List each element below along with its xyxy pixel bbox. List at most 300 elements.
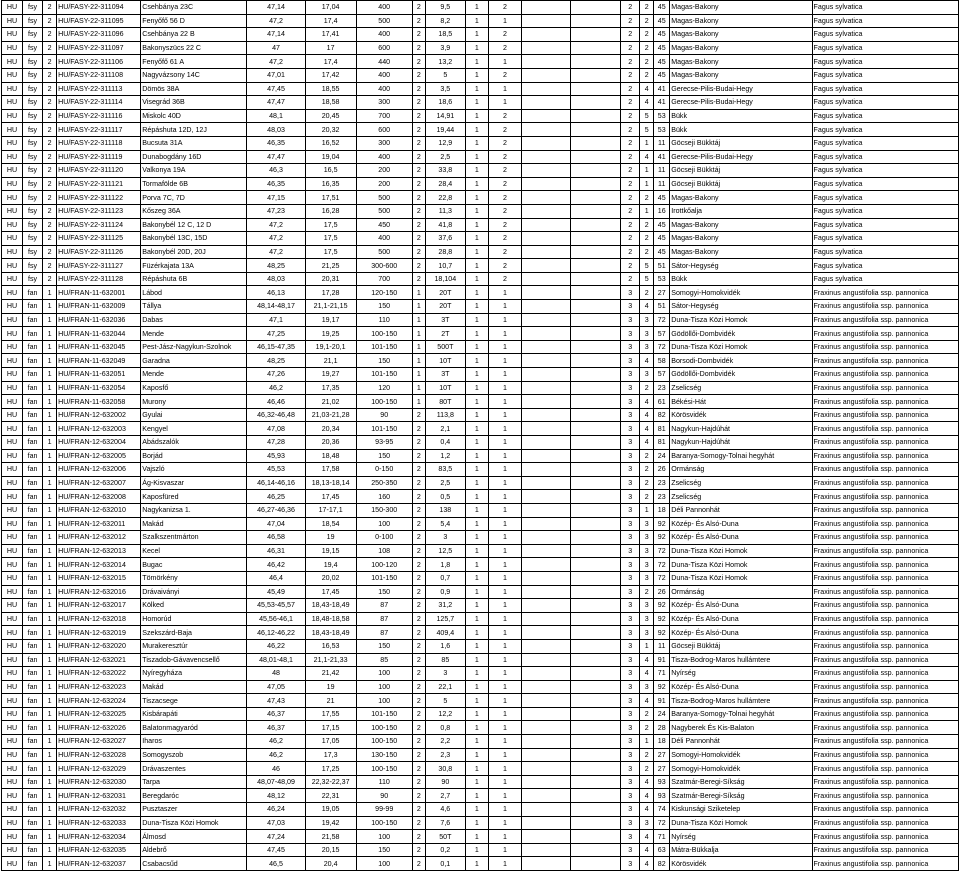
cell-code2: 1 xyxy=(640,136,654,150)
cell-code1: 2 xyxy=(621,68,640,82)
cell-region: Déli Pannonhát xyxy=(670,735,812,749)
table-row xyxy=(2,626,959,640)
cell-blank1 xyxy=(521,599,570,613)
cell-species-name: Fagus sylvatica xyxy=(812,1,958,15)
cell-region: Magas-Bakony xyxy=(670,1,812,15)
cell-flag2: 1 xyxy=(488,422,521,436)
cell-species-name: Fraxinus angustifolia ssp. pannonica xyxy=(812,789,958,803)
table-row xyxy=(2,585,959,599)
cell-flag1: 1 xyxy=(465,571,488,585)
cell-blank1 xyxy=(521,300,570,314)
cell-blank1 xyxy=(521,177,570,191)
cell-code3: 23 xyxy=(654,381,670,395)
cell-group: 1 xyxy=(43,789,57,803)
cell-group: 1 xyxy=(43,830,57,844)
cell-category: 2 xyxy=(412,1,425,15)
cell-country: HU xyxy=(2,830,23,844)
cell-code1: 2 xyxy=(621,136,640,150)
cell-flag1: 1 xyxy=(465,789,488,803)
cell-lon: 17,45 xyxy=(305,585,356,599)
cell-plot-code: HU/FRAN-12-632021 xyxy=(57,653,141,667)
cell-country: HU xyxy=(2,626,23,640)
cell-group: 1 xyxy=(43,775,57,789)
cell-species: fan xyxy=(23,517,43,531)
cell-value: 9,5 xyxy=(425,1,465,15)
cell-lat: 48,1 xyxy=(247,109,305,123)
cell-code2: 2 xyxy=(640,41,654,55)
cell-flag2: 1 xyxy=(488,340,521,354)
cell-value: 2,7 xyxy=(425,789,465,803)
cell-location: Kecel xyxy=(141,544,247,558)
cell-lon: 17,3 xyxy=(305,748,356,762)
cell-species: fan xyxy=(23,599,43,613)
cell-blank1 xyxy=(521,232,570,246)
table-row xyxy=(2,422,959,436)
cell-country: HU xyxy=(2,381,23,395)
cell-flag1: 1 xyxy=(465,803,488,817)
cell-location: Borjád xyxy=(141,449,247,463)
cell-species-name: Fraxinus angustifolia ssp. pannonica xyxy=(812,449,958,463)
cell-region: Irottkőalja xyxy=(670,204,812,218)
cell-altitude: 400 xyxy=(356,28,412,42)
cell-code2: 2 xyxy=(640,748,654,762)
cell-region: Duna-Tisza Közi Homok xyxy=(670,313,812,327)
cell-code1: 3 xyxy=(621,816,640,830)
cell-blank2 xyxy=(571,571,621,585)
cell-species-name: Fraxinus angustifolia ssp. pannonica xyxy=(812,857,958,871)
cell-blank1 xyxy=(521,123,570,137)
cell-category: 2 xyxy=(412,762,425,776)
table-row xyxy=(2,232,959,246)
cell-species: fan xyxy=(23,395,43,409)
cell-region: Sátor-Hegység xyxy=(670,300,812,314)
cell-blank1 xyxy=(521,109,570,123)
cell-altitude: 101-150 xyxy=(356,368,412,382)
cell-plot-code: HU/FRAN-12-632002 xyxy=(57,408,141,422)
cell-flag1: 1 xyxy=(465,286,488,300)
cell-location: Csehbánya 23C xyxy=(141,1,247,15)
cell-region: Közép- És Alsó-Duna xyxy=(670,599,812,613)
cell-altitude: 85 xyxy=(356,653,412,667)
cell-category: 1 xyxy=(412,286,425,300)
cell-location: Ág-Kisvaszar xyxy=(141,476,247,490)
cell-group: 2 xyxy=(43,177,57,191)
cell-location: Tömörkény xyxy=(141,571,247,585)
cell-region: Békési-Hát xyxy=(670,395,812,409)
cell-country: HU xyxy=(2,55,23,69)
cell-flag1: 1 xyxy=(465,775,488,789)
cell-region: Baranya-Somogy-Tolnai hegyhát xyxy=(670,707,812,721)
cell-flag2: 1 xyxy=(488,803,521,817)
cell-location: Nagyvázsony 14C xyxy=(141,68,247,82)
cell-code3: 45 xyxy=(654,41,670,55)
cell-flag2: 1 xyxy=(488,327,521,341)
cell-category: 2 xyxy=(412,82,425,96)
cell-location: Somogyszob xyxy=(141,748,247,762)
cell-blank1 xyxy=(521,395,570,409)
cell-category: 2 xyxy=(412,626,425,640)
cell-plot-code: HU/FASY-22-311123 xyxy=(57,204,141,218)
cell-species: fan xyxy=(23,775,43,789)
cell-code2: 2 xyxy=(640,449,654,463)
cell-lon: 17,42 xyxy=(305,68,356,82)
table-row xyxy=(2,204,959,218)
cell-lon: 20,02 xyxy=(305,571,356,585)
cell-lon: 20,45 xyxy=(305,109,356,123)
cell-flag2: 1 xyxy=(488,531,521,545)
cell-blank2 xyxy=(571,803,621,817)
cell-species-name: Fraxinus angustifolia ssp. pannonica xyxy=(812,707,958,721)
cell-flag1: 1 xyxy=(465,340,488,354)
cell-species-name: Fraxinus angustifolia ssp. pannonica xyxy=(812,422,958,436)
cell-plot-code: HU/FRAN-11-632044 xyxy=(57,327,141,341)
cell-blank2 xyxy=(571,313,621,327)
cell-blank2 xyxy=(571,327,621,341)
cell-country: HU xyxy=(2,490,23,504)
cell-flag1: 1 xyxy=(465,449,488,463)
cell-code3: 93 xyxy=(654,789,670,803)
cell-species-name: Fraxinus angustifolia ssp. pannonica xyxy=(812,830,958,844)
cell-code1: 3 xyxy=(621,395,640,409)
cell-code2: 2 xyxy=(640,28,654,42)
cell-location: Mende xyxy=(141,368,247,382)
cell-altitude: 100-150 xyxy=(356,762,412,776)
cell-lat: 46,3 xyxy=(247,164,305,178)
cell-lat: 46,58 xyxy=(247,531,305,545)
cell-altitude: 400 xyxy=(356,82,412,96)
cell-flag1: 1 xyxy=(465,327,488,341)
cell-lat: 48,14-48,17 xyxy=(247,300,305,314)
cell-species: fan xyxy=(23,503,43,517)
table-row xyxy=(2,14,959,28)
cell-country: HU xyxy=(2,272,23,286)
cell-code2: 3 xyxy=(640,327,654,341)
cell-lon: 17,05 xyxy=(305,735,356,749)
cell-flag1: 1 xyxy=(465,28,488,42)
cell-code1: 3 xyxy=(621,449,640,463)
cell-code1: 2 xyxy=(621,55,640,69)
cell-lon: 18,58 xyxy=(305,96,356,110)
cell-lon: 17,45 xyxy=(305,490,356,504)
cell-blank1 xyxy=(521,449,570,463)
cell-location: Kengyel xyxy=(141,422,247,436)
cell-lat: 47,2 xyxy=(247,232,305,246)
cell-lat: 47,2 xyxy=(247,218,305,232)
cell-code3: 11 xyxy=(654,639,670,653)
cell-plot-code: HU/FRAN-12-632008 xyxy=(57,490,141,504)
cell-species-name: Fraxinus angustifolia ssp. pannonica xyxy=(812,762,958,776)
cell-location: Fenyőfő 61 A xyxy=(141,55,247,69)
cell-lon: 21 xyxy=(305,694,356,708)
cell-altitude: 93-95 xyxy=(356,436,412,450)
cell-country: HU xyxy=(2,667,23,681)
cell-altitude: 100-120 xyxy=(356,558,412,572)
cell-code2: 3 xyxy=(640,531,654,545)
cell-group: 1 xyxy=(43,843,57,857)
cell-flag1: 1 xyxy=(465,503,488,517)
cell-flag2: 1 xyxy=(488,300,521,314)
cell-category: 1 xyxy=(412,300,425,314)
cell-blank1 xyxy=(521,272,570,286)
cell-altitude: 300 xyxy=(356,136,412,150)
cell-blank1 xyxy=(521,721,570,735)
cell-species: fsy xyxy=(23,68,43,82)
table-row xyxy=(2,218,959,232)
cell-code3: 72 xyxy=(654,571,670,585)
cell-value: 14,91 xyxy=(425,109,465,123)
cell-lon: 17,04 xyxy=(305,1,356,15)
cell-flag2: 1 xyxy=(488,544,521,558)
table-row xyxy=(2,721,959,735)
cell-species-name: Fagus sylvatica xyxy=(812,245,958,259)
cell-blank1 xyxy=(521,762,570,776)
cell-blank1 xyxy=(521,626,570,640)
cell-plot-code: HU/FRAN-12-632005 xyxy=(57,449,141,463)
cell-country: HU xyxy=(2,748,23,762)
cell-code1: 3 xyxy=(621,599,640,613)
cell-species-name: Fraxinus angustifolia ssp. pannonica xyxy=(812,327,958,341)
cell-species: fsy xyxy=(23,150,43,164)
cell-plot-code: HU/FRAN-12-632023 xyxy=(57,680,141,694)
cell-category: 2 xyxy=(412,422,425,436)
cell-value: 20T xyxy=(425,300,465,314)
cell-value: 85 xyxy=(425,653,465,667)
cell-location: Bugac xyxy=(141,558,247,572)
cell-location: Dömös 38A xyxy=(141,82,247,96)
cell-code1: 2 xyxy=(621,164,640,178)
cell-lon: 16,35 xyxy=(305,177,356,191)
table-row xyxy=(2,667,959,681)
cell-plot-code: HU/FASY-22-311114 xyxy=(57,96,141,110)
cell-lon: 19,25 xyxy=(305,327,356,341)
cell-species-name: Fagus sylvatica xyxy=(812,232,958,246)
cell-country: HU xyxy=(2,340,23,354)
cell-code3: 26 xyxy=(654,463,670,477)
cell-blank2 xyxy=(571,503,621,517)
cell-group: 1 xyxy=(43,327,57,341)
cell-blank2 xyxy=(571,680,621,694)
cell-code1: 3 xyxy=(621,503,640,517)
cell-blank1 xyxy=(521,408,570,422)
cell-code2: 2 xyxy=(640,286,654,300)
cell-category: 2 xyxy=(412,14,425,28)
cell-flag1: 1 xyxy=(465,680,488,694)
cell-flag1: 1 xyxy=(465,232,488,246)
cell-value: 125,7 xyxy=(425,612,465,626)
cell-blank2 xyxy=(571,191,621,205)
cell-code2: 4 xyxy=(640,82,654,96)
cell-species-name: Fraxinus angustifolia ssp. pannonica xyxy=(812,408,958,422)
cell-altitude: 150 xyxy=(356,843,412,857)
cell-location: Duna-Tisza Közi Homok xyxy=(141,816,247,830)
table-row xyxy=(2,340,959,354)
cell-lat: 47,2 xyxy=(247,245,305,259)
table-row xyxy=(2,490,959,504)
cell-code3: 24 xyxy=(654,707,670,721)
cell-group: 2 xyxy=(43,28,57,42)
cell-value: 1,2 xyxy=(425,449,465,463)
cell-category: 2 xyxy=(412,721,425,735)
cell-flag2: 1 xyxy=(488,707,521,721)
cell-category: 2 xyxy=(412,667,425,681)
table-row xyxy=(2,775,959,789)
cell-lon: 16,28 xyxy=(305,204,356,218)
cell-species-name: Fagus sylvatica xyxy=(812,123,958,137)
cell-code2: 2 xyxy=(640,232,654,246)
cell-category: 2 xyxy=(412,232,425,246)
cell-region: Nagykun-Hajdúhát xyxy=(670,436,812,450)
cell-category: 2 xyxy=(412,843,425,857)
cell-blank1 xyxy=(521,191,570,205)
cell-category: 2 xyxy=(412,653,425,667)
cell-country: HU xyxy=(2,68,23,82)
cell-code3: 92 xyxy=(654,517,670,531)
cell-value: 7,6 xyxy=(425,816,465,830)
cell-lat: 48,03 xyxy=(247,123,305,137)
cell-species: fan xyxy=(23,748,43,762)
cell-group: 1 xyxy=(43,503,57,517)
cell-code3: 27 xyxy=(654,748,670,762)
cell-code3: 57 xyxy=(654,368,670,382)
cell-code2: 2 xyxy=(640,245,654,259)
cell-plot-code: HU/FRAN-11-632036 xyxy=(57,313,141,327)
cell-flag2: 1 xyxy=(488,612,521,626)
cell-altitude: 500 xyxy=(356,14,412,28)
cell-country: HU xyxy=(2,327,23,341)
cell-blank2 xyxy=(571,653,621,667)
cell-flag2: 1 xyxy=(488,667,521,681)
table-row xyxy=(2,762,959,776)
cell-code1: 3 xyxy=(621,762,640,776)
cell-altitude: 87 xyxy=(356,612,412,626)
cell-plot-code: HU/FASY-22-311095 xyxy=(57,14,141,28)
cell-category: 2 xyxy=(412,164,425,178)
cell-species-name: Fraxinus angustifolia ssp. pannonica xyxy=(812,340,958,354)
cell-code3: 41 xyxy=(654,82,670,96)
cell-species-name: Fraxinus angustifolia ssp. pannonica xyxy=(812,599,958,613)
cell-code2: 4 xyxy=(640,408,654,422)
cell-lon: 19,42 xyxy=(305,816,356,830)
cell-code1: 3 xyxy=(621,626,640,640)
cell-species: fan xyxy=(23,707,43,721)
cell-blank2 xyxy=(571,164,621,178)
cell-flag2: 2 xyxy=(488,204,521,218)
cell-blank1 xyxy=(521,531,570,545)
cell-flag2: 1 xyxy=(488,599,521,613)
cell-code1: 3 xyxy=(621,327,640,341)
cell-blank1 xyxy=(521,639,570,653)
cell-lon: 17 xyxy=(305,41,356,55)
cell-country: HU xyxy=(2,612,23,626)
cell-flag2: 1 xyxy=(488,408,521,422)
cell-category: 2 xyxy=(412,857,425,871)
cell-lon: 17,4 xyxy=(305,14,356,28)
cell-code2: 2 xyxy=(640,476,654,490)
cell-category: 2 xyxy=(412,517,425,531)
table-row xyxy=(2,857,959,871)
cell-category: 2 xyxy=(412,55,425,69)
cell-lon: 17,58 xyxy=(305,463,356,477)
cell-lat: 46,46 xyxy=(247,395,305,409)
cell-country: HU xyxy=(2,463,23,477)
cell-lon: 17,5 xyxy=(305,245,356,259)
cell-species: fan xyxy=(23,354,43,368)
cell-group: 1 xyxy=(43,639,57,653)
cell-code2: 2 xyxy=(640,707,654,721)
cell-code2: 3 xyxy=(640,544,654,558)
cell-blank1 xyxy=(521,667,570,681)
cell-species: fan xyxy=(23,286,43,300)
cell-blank2 xyxy=(571,667,621,681)
cell-country: HU xyxy=(2,816,23,830)
table-row xyxy=(2,1,959,15)
cell-code1: 2 xyxy=(621,245,640,259)
cell-code2: 1 xyxy=(640,503,654,517)
cell-blank1 xyxy=(521,694,570,708)
cell-flag1: 1 xyxy=(465,1,488,15)
cell-code1: 3 xyxy=(621,748,640,762)
cell-lon: 19,15 xyxy=(305,544,356,558)
cell-location: Nyíregyháza xyxy=(141,667,247,681)
cell-value: 0,8 xyxy=(425,721,465,735)
cell-altitude: 101-150 xyxy=(356,422,412,436)
table-row xyxy=(2,191,959,205)
cell-code3: 11 xyxy=(654,177,670,191)
cell-flag1: 1 xyxy=(465,612,488,626)
cell-group: 1 xyxy=(43,816,57,830)
cell-location: Csabacsűd xyxy=(141,857,247,871)
cell-flag1: 1 xyxy=(465,272,488,286)
cell-altitude: 150 xyxy=(356,449,412,463)
cell-blank1 xyxy=(521,830,570,844)
cell-altitude: 150 xyxy=(356,300,412,314)
cell-code2: 4 xyxy=(640,653,654,667)
cell-value: 2,5 xyxy=(425,150,465,164)
table-row xyxy=(2,109,959,123)
cell-value: 0,9 xyxy=(425,585,465,599)
cell-code1: 3 xyxy=(621,463,640,477)
cell-value: 0,2 xyxy=(425,843,465,857)
cell-blank1 xyxy=(521,245,570,259)
cell-blank1 xyxy=(521,1,570,15)
cell-group: 1 xyxy=(43,300,57,314)
cell-lon: 21,58 xyxy=(305,830,356,844)
cell-species-name: Fagus sylvatica xyxy=(812,41,958,55)
cell-region: Nagykun-Hajdúhát xyxy=(670,422,812,436)
cell-altitude: 101-150 xyxy=(356,571,412,585)
cell-category: 2 xyxy=(412,748,425,762)
cell-lon: 17,4 xyxy=(305,55,356,69)
cell-altitude: 110 xyxy=(356,313,412,327)
cell-lat: 48,07-48,09 xyxy=(247,775,305,789)
cell-lat: 47,15 xyxy=(247,191,305,205)
cell-group: 1 xyxy=(43,395,57,409)
cell-code3: 82 xyxy=(654,408,670,422)
cell-blank1 xyxy=(521,422,570,436)
cell-plot-code: HU/FRAN-12-632035 xyxy=(57,843,141,857)
cell-group: 1 xyxy=(43,558,57,572)
cell-country: HU xyxy=(2,422,23,436)
cell-code3: 41 xyxy=(654,150,670,164)
cell-code1: 2 xyxy=(621,82,640,96)
cell-plot-code: HU/FASY-22-311116 xyxy=(57,109,141,123)
cell-group: 1 xyxy=(43,585,57,599)
cell-location: Szalkszentmárton xyxy=(141,531,247,545)
cell-blank1 xyxy=(521,476,570,490)
cell-plot-code: HU/FRAN-12-632004 xyxy=(57,436,141,450)
cell-group: 1 xyxy=(43,721,57,735)
cell-category: 2 xyxy=(412,41,425,55)
